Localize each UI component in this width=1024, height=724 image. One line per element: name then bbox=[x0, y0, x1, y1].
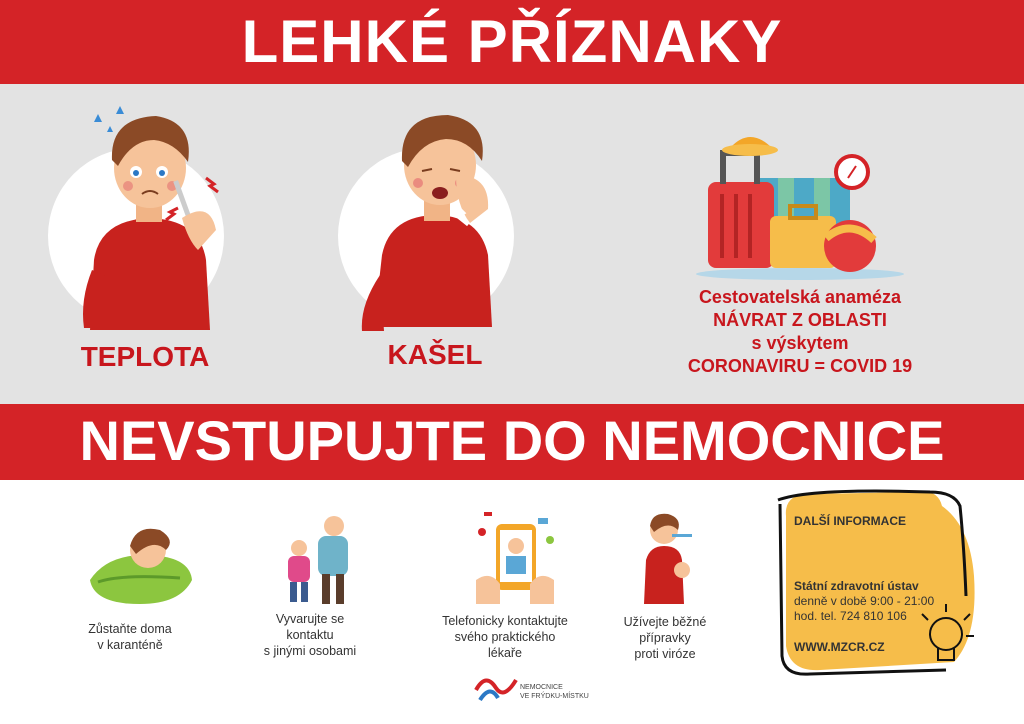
logo-line-1: NEMOCNICE bbox=[520, 684, 563, 691]
travel-text bbox=[630, 286, 970, 378]
travel-line-3: s výskytem bbox=[751, 333, 849, 353]
medication-label bbox=[600, 614, 730, 662]
logo-line-2: VE FRÝDKU-MÍSTKU bbox=[520, 693, 589, 700]
info-hours: denně v době 9:00 - 21:00 bbox=[794, 594, 935, 608]
sleeping-icon bbox=[80, 520, 200, 610]
avoid-contact-icon bbox=[278, 512, 368, 607]
stay-home-line-2: v karanténě bbox=[97, 638, 163, 652]
avoid-line-3: s jinými osobami bbox=[263, 644, 357, 658]
phone-doctor-icon bbox=[470, 510, 560, 605]
avoid-line-1: Vyvarujte se bbox=[275, 612, 345, 626]
meds-line-2: přípravky bbox=[639, 631, 691, 645]
medication-icon bbox=[636, 512, 696, 607]
page-title: LEHKÉ PŘÍZNAKY bbox=[241, 8, 783, 75]
stay-home-label bbox=[60, 621, 200, 653]
call-doctor-label bbox=[420, 613, 590, 661]
hospital-logo-icon bbox=[474, 670, 518, 706]
warning-banner bbox=[0, 404, 1024, 480]
info-web[interactable]: WWW.MZCR.CZ bbox=[794, 640, 885, 654]
info-phone: hod. tel. 724 810 106 bbox=[794, 609, 907, 623]
cough-illustration bbox=[360, 105, 520, 335]
fever-illustration bbox=[70, 100, 240, 340]
travel-line-1: Cestovatelská anaméza bbox=[698, 287, 902, 307]
avoid-line-2: kontaktu bbox=[286, 628, 334, 642]
header-banner bbox=[0, 0, 1024, 84]
fever-label: TEPLOTA bbox=[80, 341, 210, 372]
meds-line-3: proti viróze bbox=[634, 647, 696, 661]
avoid-contact-label bbox=[240, 611, 380, 659]
info-title: DALŠÍ INFORMACE bbox=[794, 514, 906, 528]
meds-line-1: Užívejte běžné bbox=[623, 615, 707, 629]
travel-illustration bbox=[690, 128, 910, 283]
cough-label: KAŠEL bbox=[387, 339, 483, 370]
info-org: Státní zdravotní ústav bbox=[794, 579, 919, 593]
warning-title: NEVSTUPUJTE DO NEMOCNICE bbox=[79, 409, 945, 472]
travel-line-2: NÁVRAT Z OBLASTI bbox=[713, 310, 887, 330]
hospital-logo-text bbox=[520, 683, 620, 701]
call-line-2: svého praktického bbox=[454, 630, 556, 644]
call-line-3: lékaře bbox=[487, 646, 523, 660]
call-line-1: Telefonicky kontaktujte bbox=[442, 614, 568, 628]
stay-home-line-1: Zůstaňte doma bbox=[88, 622, 172, 636]
travel-line-4: CORONAVIRU = COVID 19 bbox=[687, 356, 913, 376]
